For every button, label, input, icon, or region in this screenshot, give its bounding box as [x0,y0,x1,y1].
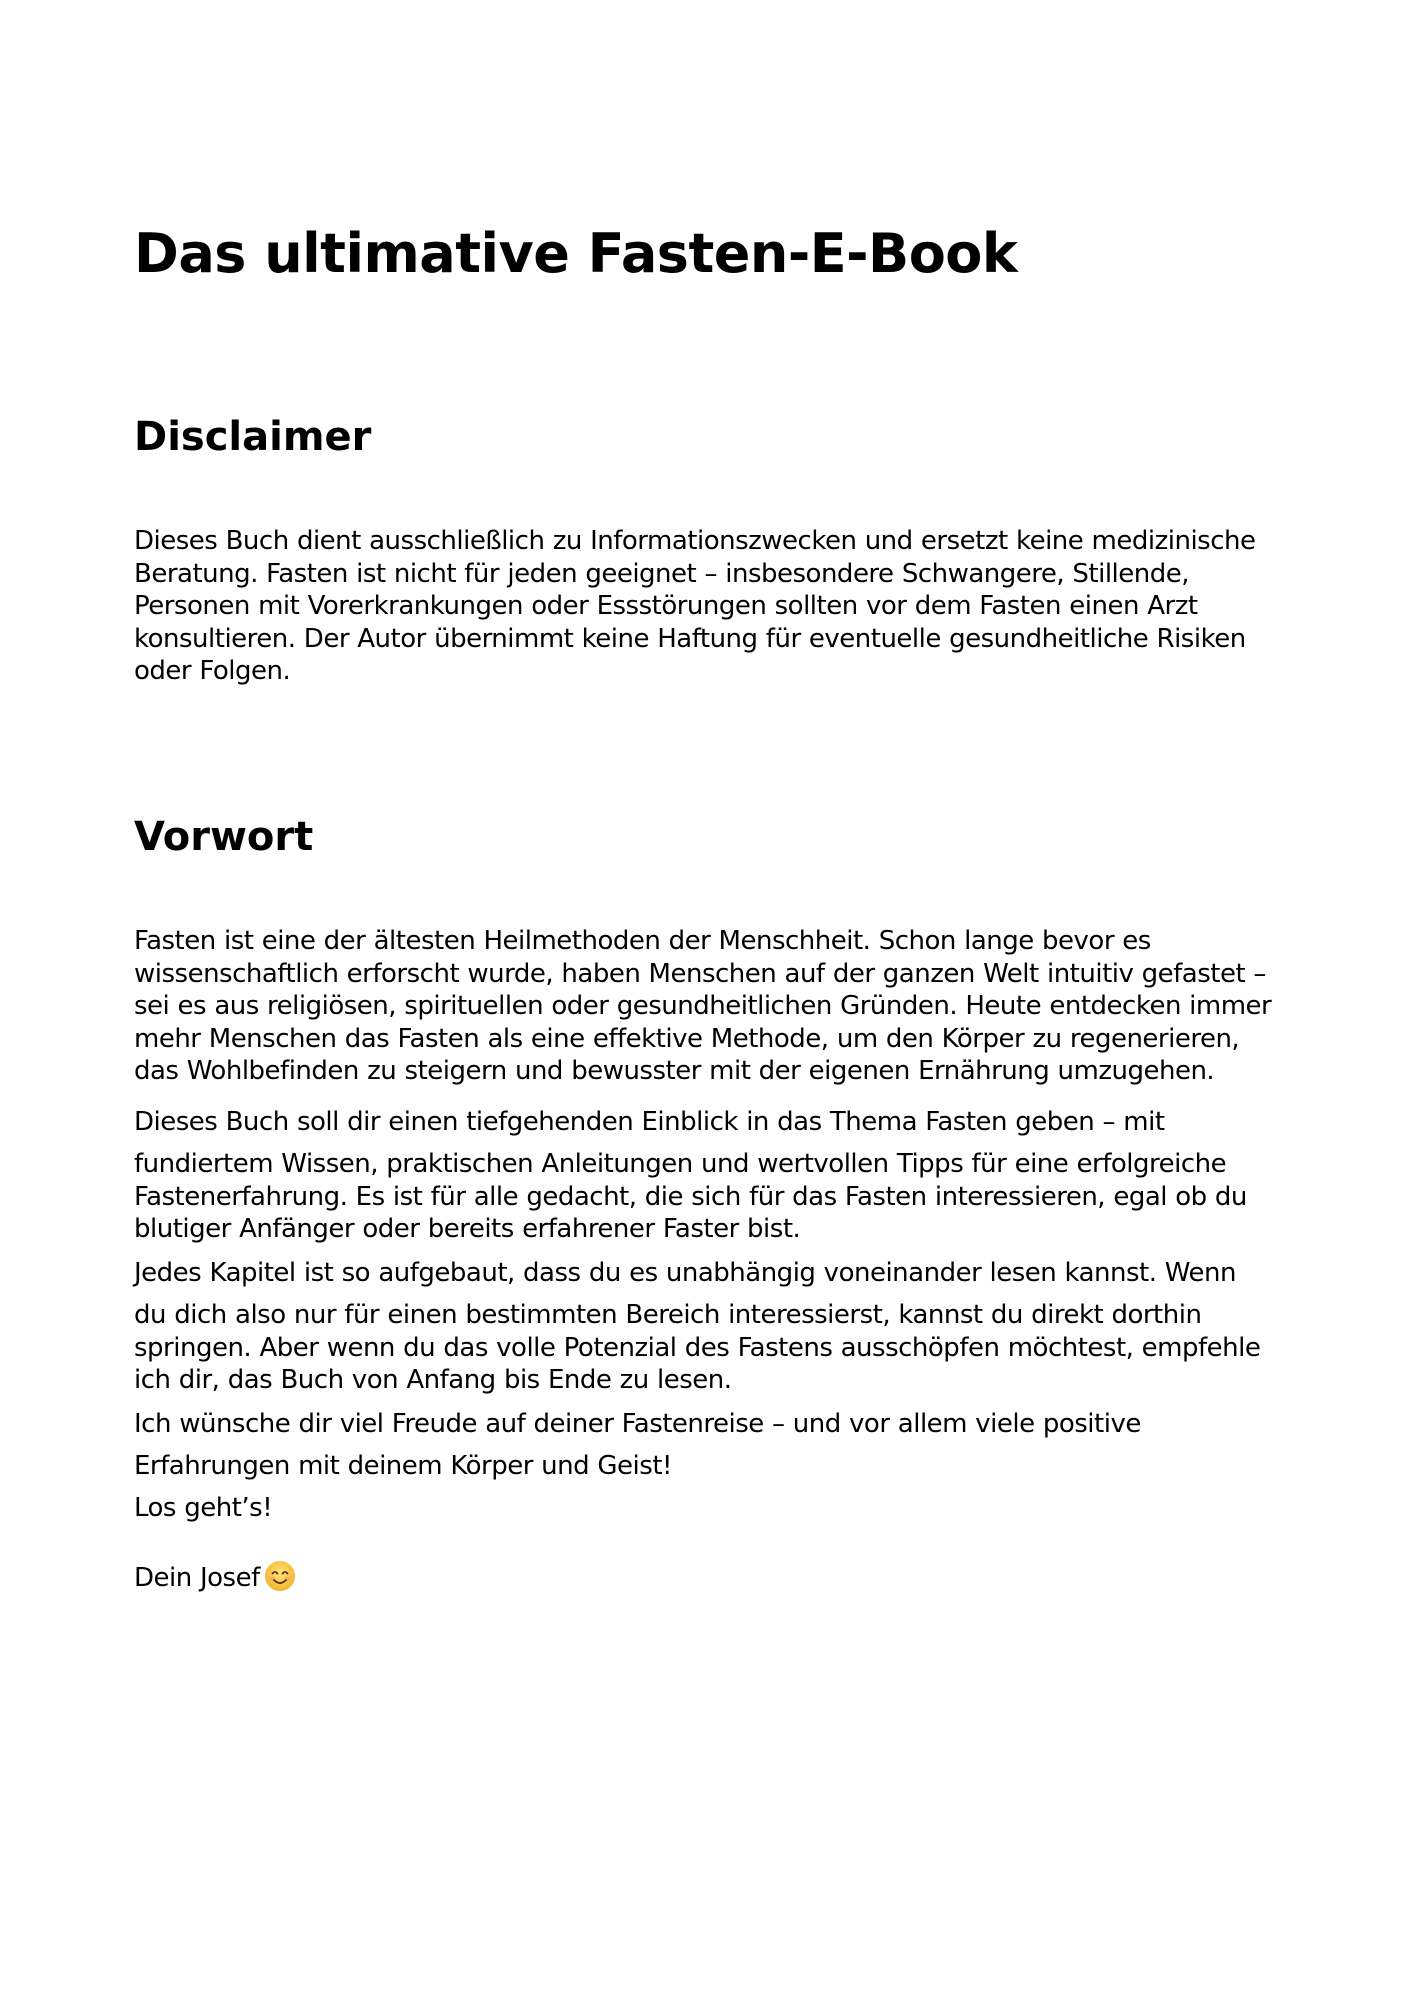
vorwort-line: springen. Aber wenn du das volle Potenzial des Fastens ausschöpfen möchtest, empfehle [134,1332,1261,1363]
vorwort-line: du dich also nur für einen bestimmten Bereich interessierst, kannst du direkt dorthin [134,1300,1202,1330]
vorwort-line: Dieses Buch soll dir einen tiefgehenden Einblick in das Thema Fasten geben – mit [134,1107,1165,1137]
vorwort-line: blutiger Anfänger oder bereits erfahrener Faster bist. [134,1214,801,1244]
vorwort-line: sei es aus religiösen, spirituellen oder gesundheitlichen Gründen. Heute entdecken immer [134,991,1272,1021]
vorwort-paragraph-4-first-line [134,1408,1314,1441]
vorwort-paragraph-2-first-line [134,1106,1314,1139]
vorwort-line: mehr Menschen das Fasten als eine effektive Methode, um den Körper zu regenerieren, [134,1023,1240,1054]
closing-line [134,1492,1314,1525]
closing-text: Los geht’s! [134,1493,273,1523]
vorwort-line: Fastenerfahrung. Es ist für alle gedacht, die sich für das Fasten interessieren, egal ob du [134,1181,1247,1212]
page-title: Das ultimative Fasten-E-Book [134,222,1018,285]
disclaimer-line: oder Folgen. [134,656,291,686]
vorwort-paragraph-3 [134,1299,1314,1397]
vorwort-line: das Wohlbefinden zu steigern und bewusster mit der eigenen Ernährung umzugehen. [134,1056,1215,1086]
vorwort-paragraph-2 [134,1148,1314,1246]
signature [134,1560,1314,1595]
vorwort-line: wissenschaftlich erforscht wurde, haben Menschen auf der ganzen Welt intuitiv gefastet – [134,958,1266,989]
vorwort-line: Jedes Kapitel ist so aufgebaut, dass du es unabhängig voneinander lesen kannst. Wenn [134,1258,1236,1288]
signature-line [134,1560,1314,1595]
disclaimer-heading: Disclaimer [134,414,372,460]
smiling-face-icon [264,1560,296,1592]
disclaimer-line: Personen mit Vorerkrankungen oder Essstörungen sollten vor dem Fasten einen Arzt [134,591,1198,621]
disclaimer-line: Beratung. Fasten ist nicht für jeden geeignet – insbesondere Schwangere, Stillende, [134,558,1190,589]
vorwort-heading: Vorwort [134,814,314,860]
vorwort-line: ich dir, das Buch von Anfang bis Ende zu lesen. [134,1365,732,1395]
disclaimer-line: Dieses Buch dient ausschließlich zu Informationszwecken und ersetzt keine medizinische [134,526,1256,556]
vorwort-paragraph-1 [134,925,1314,1088]
vorwort-line: Ich wünsche dir viel Freude auf deiner Fastenreise – und vor allem viele positive [134,1409,1141,1439]
vorwort-paragraph-4-second-line [134,1450,1314,1483]
vorwort-line: Fasten ist eine der ältesten Heilmethoden der Menschheit. Schon lange bevor es [134,926,1151,956]
vorwort-paragraph-3-first-line [134,1257,1314,1290]
signature-text: Dein Josef [134,1563,260,1593]
vorwort-line: fundiertem Wissen, praktischen Anleitungen und wertvollen Tipps für eine erfolgreiche [134,1149,1227,1179]
vorwort-line: Erfahrungen mit deinem Körper und Geist! [134,1451,672,1481]
disclaimer-paragraph [134,525,1314,688]
disclaimer-line: konsultieren. Der Autor übernimmt keine Haftung für eventuelle gesundheitliche Risiken [134,623,1246,654]
